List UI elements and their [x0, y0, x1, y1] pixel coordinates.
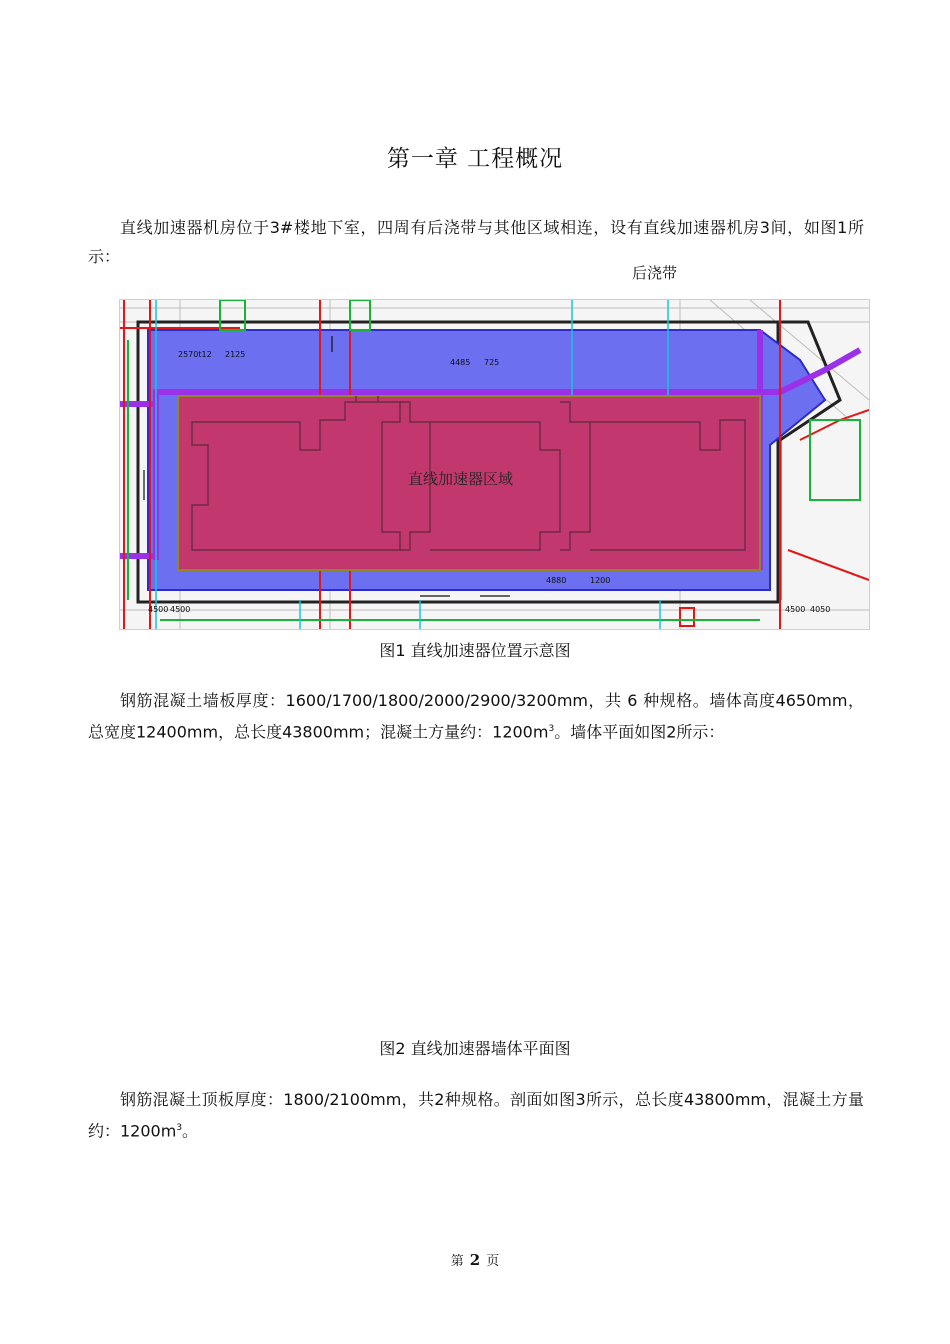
figure-2-caption: 图2 直线加速器墙体平面图	[379, 1039, 571, 1058]
dim-label: 2570t12	[178, 350, 212, 359]
superscript: 3	[176, 1123, 183, 1133]
dim-label: 2125	[225, 350, 246, 359]
dim-label: 4050	[810, 605, 831, 614]
roof-text: 钢筋混凝土顶板厚度：1800/2100mm，共2种规格。剖面如图3所示，总长度43800mm，混凝土方量约：1200m	[88, 1090, 864, 1141]
footer-prefix: 第	[450, 1254, 464, 1269]
wall-paragraph	[88, 686, 864, 746]
figure-1-caption: 图1 直线加速器位置示意图	[379, 641, 571, 660]
dim-label: 4500	[785, 605, 806, 614]
accelerator-region-label: 直线加速器区域	[408, 470, 514, 488]
post-pour-label: 后浇带	[632, 264, 678, 282]
dim-label: 4880	[546, 576, 567, 585]
dim-label: 725	[484, 358, 500, 367]
footer-suffix: 页	[486, 1254, 500, 1269]
intro-paragraph: 直线加速器机房位于3#楼地下室，四周有后浇带与其他区域相连，设有直线加速器机房3间，如图1所示：	[88, 218, 864, 266]
wall-text: 钢筋混凝土墙板厚度：1600/1700/1800/2000/2900/3200mm，共 6 种规格。墙体高度4650mm，总宽度12400mm，总长度43800mm；混凝土方量约：1200m	[88, 691, 864, 742]
dim-label: 4500	[148, 605, 169, 614]
dim-label: 4500	[170, 605, 191, 614]
dim-label: 1200	[590, 576, 611, 585]
page-footer	[0, 1250, 950, 1269]
plan-drawing-svg	[120, 300, 869, 629]
page-number: 2	[469, 1251, 481, 1269]
dim-label: 4485	[450, 358, 471, 367]
roof-paragraph	[88, 1085, 864, 1145]
chapter-title: 第一章 工程概况	[386, 146, 564, 172]
figure-1-plan-drawing	[119, 299, 870, 630]
roof-tail: 。	[182, 1121, 199, 1141]
wall-tail: 。墙体平面如图2所示：	[554, 722, 725, 742]
superscript: 3	[548, 724, 555, 734]
